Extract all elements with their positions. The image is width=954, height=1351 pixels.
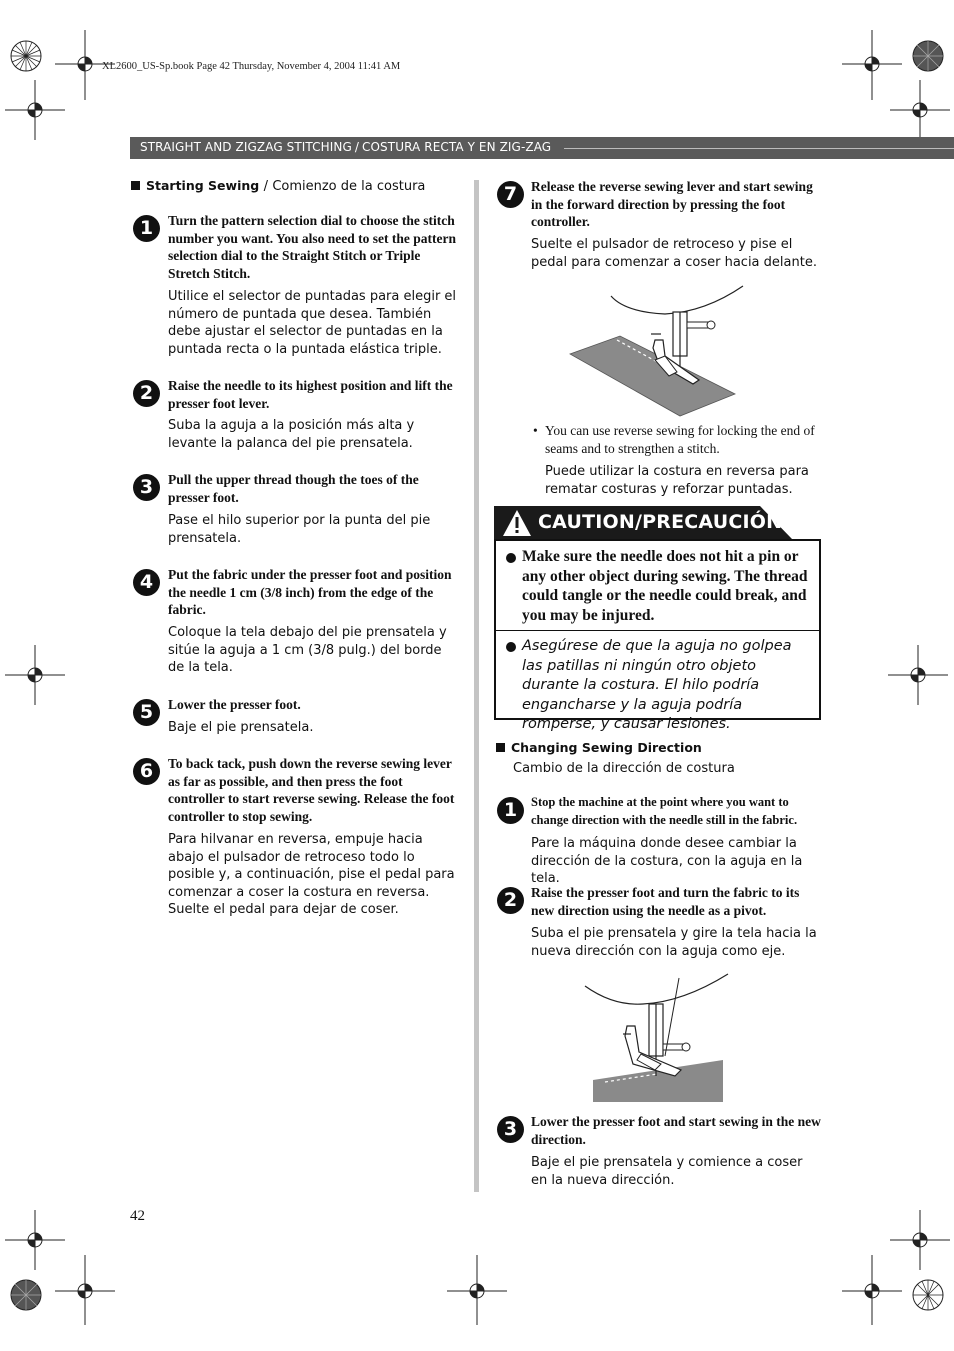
change-step-1-es: Pare la máquina donde desee cambiar la dirección de la costura, con la aguja en la tela. — [531, 836, 803, 886]
crosshair-icon — [890, 1210, 950, 1270]
square-bullet-icon — [496, 743, 505, 752]
bullet-dot-icon — [506, 553, 516, 563]
step-number-icon: 4 — [133, 569, 160, 596]
change-step-2-es: Suba el pie prensatela y gire la tela hacia la nueva dirección con la aguja como eje. — [531, 926, 817, 959]
step-2-en: Raise the needle to its highest position and lift the presser foot lever. — [168, 378, 453, 411]
header-title — [140, 140, 551, 154]
caution-text-es: Asegúrese de que la aguja no golpea las patillas ni ningún otro objeto durante la costura. El hilo podría engancharse y la aguja podría romperse, y causar lesiones. — [522, 638, 792, 732]
step-7-es: Suelte el pulsador de retroceso y pise el pedal para comenzar a coser hacia delante. — [531, 237, 817, 270]
step-4-es: Coloque la tela debajo del pie prensatela y sitúe la aguja a 1 cm (3/8 pulg.) del borde de la tela. — [168, 625, 447, 675]
caution-divider — [496, 630, 819, 631]
registration-mark-icon — [0, 1265, 60, 1325]
change-step-2-en: Raise the presser foot and turn the fabric to its new direction using the needle as a pivot. — [531, 885, 800, 918]
step-3-en: Pull the upper thread though the toes of the presser foot. — [168, 472, 419, 505]
step-number-icon: 2 — [497, 887, 524, 914]
crosshair-icon — [890, 80, 950, 140]
step-1-es: Utilice el selector de puntadas para elegir el número de puntada que desea. También debe ajustar el selector de puntadas en la puntada recta o la puntada elástica triple. — [168, 289, 457, 357]
step-number-icon: 1 — [497, 797, 524, 824]
tip-en: You can use reverse sewing for locking the end of seams and to strengthen a stitch. — [545, 423, 815, 456]
step-number-icon: 2 — [133, 380, 160, 407]
step-5-es: Baje el pie prensatela. — [168, 720, 314, 735]
crosshair-icon — [888, 645, 948, 705]
section-header-bar — [130, 137, 954, 159]
caution-header — [494, 506, 792, 539]
crosshair-icon — [5, 645, 65, 705]
step-7-en: Release the reverse sewing lever and start sewing in the forward direction by pressing the foot controller. — [531, 179, 813, 229]
warning-icon — [502, 509, 532, 537]
header-title-es: COSTURA RECTA Y EN ZIG-ZAG — [362, 140, 552, 154]
crosshair-icon — [447, 1255, 507, 1325]
step-number-icon: 5 — [133, 699, 160, 726]
tip-es: Puede utilizar la costura en reversa para rematar costuras y reforzar puntadas. — [545, 464, 809, 497]
step-6-en: To back tack, push down the reverse sewing lever as far as possible, and then press the foot controller to start reverse sewing. Release the foot controller to stop sewing. — [168, 756, 455, 824]
crosshair-icon — [55, 1255, 115, 1325]
section-title-changing-direction: Changing Sewing Direction — [496, 740, 702, 755]
bullet-dot-icon — [506, 642, 516, 652]
crosshair-icon — [5, 80, 65, 140]
change-step-3-es: Baje el pie prensatela y comience a coser en la nueva dirección. — [531, 1155, 803, 1188]
header-rule — [564, 148, 954, 149]
step-number-icon: 1 — [133, 215, 160, 242]
caution-box — [494, 539, 821, 732]
step-number-icon: 7 — [497, 181, 524, 208]
section-title-changing-direction-es: Cambio de la dirección de costura — [513, 761, 735, 776]
reverse-sewing-illustration — [565, 284, 745, 420]
step-4-en: Put the fabric under the presser foot and position the needle 1 cm (3/8 inch) from the edge of the fabric. — [168, 567, 452, 617]
print-info-line: XL2600_US-Sp.book Page 42 Thursday, November 4, 2004 11:41 AM — [102, 61, 401, 72]
step-number-icon: 6 — [133, 758, 160, 785]
pivot-fabric-illustration — [583, 972, 733, 1106]
step-3-es: Pase el hilo superior por la punta del pie prensatela. — [168, 513, 431, 546]
change-step-3-en: Lower the presser foot and start sewing in the new direction. — [531, 1114, 821, 1147]
step-5-en: Lower the presser foot. — [168, 697, 301, 712]
caution-label: CAUTION/PRECAUCIÓN — [538, 511, 783, 533]
bullet-icon: • — [533, 423, 538, 438]
step-1-en: Turn the pattern selection dial to choose the stitch number you want. You also need to set the pattern selection dial to the Straight Stitch or Triple Stretch Stitch. — [168, 213, 457, 281]
step-2-es: Suba la aguja a la posición más alta y levante la palanca del pie prensatela. — [168, 418, 415, 451]
step-number-icon: 3 — [497, 1116, 524, 1143]
step-number-icon: 3 — [133, 474, 160, 501]
caution-text-en: Make sure the needle does not hit a pin or any other object during sewing. The thread could tangle or the needle could break, and you may be injured. — [522, 548, 808, 624]
registration-mark-icon — [900, 1265, 954, 1325]
square-bullet-icon — [131, 181, 140, 190]
header-title-en: STRAIGHT AND ZIGZAG STITCHING — [140, 140, 352, 154]
step-6-es: Para hilvanar en reversa, empuje hacia abajo el pulsador de retroceso todo lo posible y, a continuación, pise el pedal para comenzar a coser la costura en reversa. Suelte el pedal para dejar de coser. — [168, 832, 455, 917]
section-title-starting-sewing: Starting Sewing / Comienzo de la costura — [131, 178, 425, 196]
column-divider — [474, 180, 479, 1192]
header-separator: / — [354, 140, 360, 154]
change-step-1-en: Stop the machine at the point where you want to change direction with the needle still in the fabric. — [531, 795, 798, 827]
page-number: 42 — [130, 1208, 145, 1224]
